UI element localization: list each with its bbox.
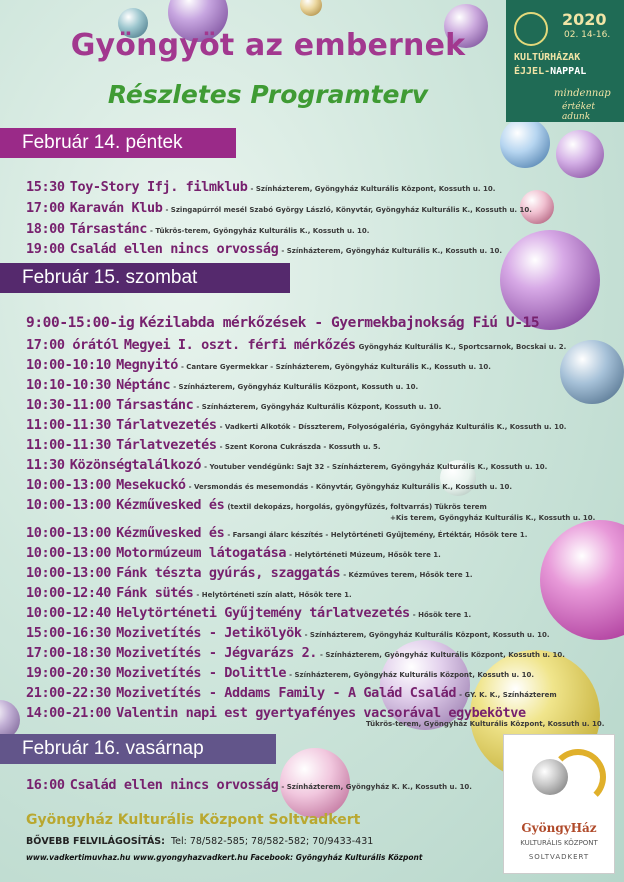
bubble-decoration (560, 340, 624, 404)
event-row: 9:00-15:00-ig Kézilabda mérkőzések - Gyermekbajnokság Fiú U-15 (26, 315, 540, 331)
event-row: 10:30-11:00 Társastánc - Színházterem, Gyöngyház Kulturális Központ, Kossuth u. 10. (26, 397, 442, 413)
pearl-icon (532, 759, 568, 795)
bubble-decoration (540, 520, 624, 640)
event-row: 10:00-13:00 Motormúzeum látogatása - Helytörténeti Múzeum, Hősök tere 1. (26, 545, 441, 561)
bubble-decoration (300, 0, 322, 16)
event-row: 10:00-13:00 Fánk tészta gyúrás, szaggatás - Kézműves terem, Hősök tere 1. (26, 565, 473, 581)
gyongyhaz-line1: KULTURÁLIS KÖZPONT (520, 839, 598, 847)
event-row: 19:00 Család ellen nincs orvosság - Színházterem, Gyöngyház Kulturális K., Kossuth u. 10. (26, 241, 503, 257)
event-row: 17:00 Karaván Klub - Szingapúrról mesél Szabó György László, Könyvtár, Gyöngyház Kulturális K., Kossuth u. 10. (26, 200, 532, 216)
organizer-name: Gyöngyház Kulturális Központ Soltvadkert (26, 812, 361, 828)
event-row: 10:00-13:00 Kézművesked és (textil dekopázs, horgolás, gyöngyfűzés, foltvarrás) Tükrös terem (26, 497, 487, 513)
kulturhazak-logo (506, 0, 624, 122)
bubble-decoration (500, 118, 550, 168)
logo-dates: 02. 14-16. (564, 30, 611, 40)
event-row: 17:00 órától Megyei I. oszt. férfi mérkőzés Gyöngyház Kulturális K., Sportcsarnok, Bocskai u. 2. (26, 337, 567, 353)
contact-info: BŐVEBB FELVILÁGOSÍTÁS: Tel: 78/582-585; 78/582-582; 70/9433-431 (26, 836, 374, 847)
event-row: 21:00-22:30 Mozivetítés - Addams Family - A Galád Család - GY. K. K., Színházterem (26, 685, 557, 701)
event-row: 14:00-21:00 Valentin napi est gyertyafényes vacsorával egybekötve (26, 705, 526, 721)
event-row: 11:30 Közönségtalálkozó - Youtuber vendégünk: Sajt 32 - Színházterem, Gyöngyház Kulturális K., Kossuth u. 10. (26, 457, 548, 473)
event-row: 18:00 Társastánc - Tükrös-terem, Gyöngyház Kulturális K., Kossuth u. 10. (26, 221, 370, 237)
event-row: 15:00-16:30 Mozivetítés - Jetikölyök - Színházterem, Gyöngyház Kulturális Központ, Kossuth u. 10. (26, 625, 550, 641)
event-row: 10:00-12:40 Helytörténeti Gyűjtemény tárlatvezetés - Hősök tere 1. (26, 605, 472, 621)
event-row: 17:00-18:30 Mozivetítés - Jégvarázs 2. - Színházterem, Gyöngyház Kulturális Központ, Kossuth u. 10. (26, 645, 565, 661)
website-links: www.vadkertimuvhaz.hu www.gyongyhazvadkert.hu Facebook: Gyöngyház Kulturális Központ (26, 853, 423, 862)
day-header-friday: Február 14. péntek (0, 128, 236, 158)
event-row: 15:30 Toy-Story Ifj. filmklub - Színházterem, Gyöngyház Kulturális Központ, Kossuth u. 10. (26, 179, 496, 195)
arch-icon (514, 12, 548, 46)
event-row: 10:00-13:00 Kézművesked és - Farsangi álarc készítés - Helytörténeti Gyűjtemény, Értéktár, Hősök tere 1. (26, 525, 528, 541)
event-row: 10:00-10:10 Megnyitó - Cantare Gyermekkar - Színházterem, Gyöngyház Kulturális K., Kossuth u. 10. (26, 357, 491, 373)
logo-line1: KULTÚRHÁZAK (514, 52, 581, 63)
gyongyhaz-name: GyöngyHáz (521, 821, 597, 835)
event-row: 10:00-13:00 Mesekuckó - Versmondás és mesemondás - Könyvtár, Gyöngyház Kulturális K., Kossuth u. 10. (26, 477, 513, 493)
event-detail-continued: Tükrös-terem, Gyöngyház Kulturális Központ, Kossuth u. 10. (366, 720, 605, 728)
event-detail-continued: +Kis terem, Gyöngyház Kulturális K., Kossuth u. 10. (390, 514, 596, 522)
event-row: 19:00-20:30 Mozivetítés - Dolittle - Színházterem, Gyöngyház Kulturális Központ, Kossuth u. 10. (26, 665, 535, 681)
logo-year: 2020 (562, 10, 607, 29)
gyongyhaz-line2: SOLTVADKERT (528, 853, 590, 861)
day-header-sunday: Február 16. vasárnap (0, 734, 276, 764)
event-row: 10:10-10:30 Néptánc - Színházterem, Gyöngyház Kulturális Központ, Kossuth u. 10. (26, 377, 419, 393)
gyongyhaz-logo (503, 734, 615, 874)
event-row: 11:00-11:30 Tárlatvezetés - Szent Korona Cukrászda - Kossuth u. 5. (26, 437, 381, 453)
logo-slogan1: mindennap (554, 88, 611, 99)
bubble-decoration (556, 130, 604, 178)
logo-line2: ÉJJEL-NAPPAL (514, 66, 587, 77)
poster-subtitle: Részletes Programterv (107, 80, 429, 109)
event-row: 16:00 Család ellen nincs orvosság - Színházterem, Gyöngyház K. K., Kossuth u. 10. (26, 777, 472, 793)
event-row: 11:00-11:30 Tárlatvezetés - Vadkerti Alkotók - Dísszterem, Folyosógaléria, Gyöngyház Kulturális K., Kossuth u. 10. (26, 417, 567, 433)
event-row: 10:00-12:40 Fánk sütés - Helytörténeti szín alatt, Hősök tere 1. (26, 585, 352, 601)
poster-title: Gyöngyöt az embernek (70, 28, 466, 63)
day-header-saturday: Február 15. szombat (0, 263, 290, 293)
logo-slogan2: értéket adunk (562, 102, 595, 122)
